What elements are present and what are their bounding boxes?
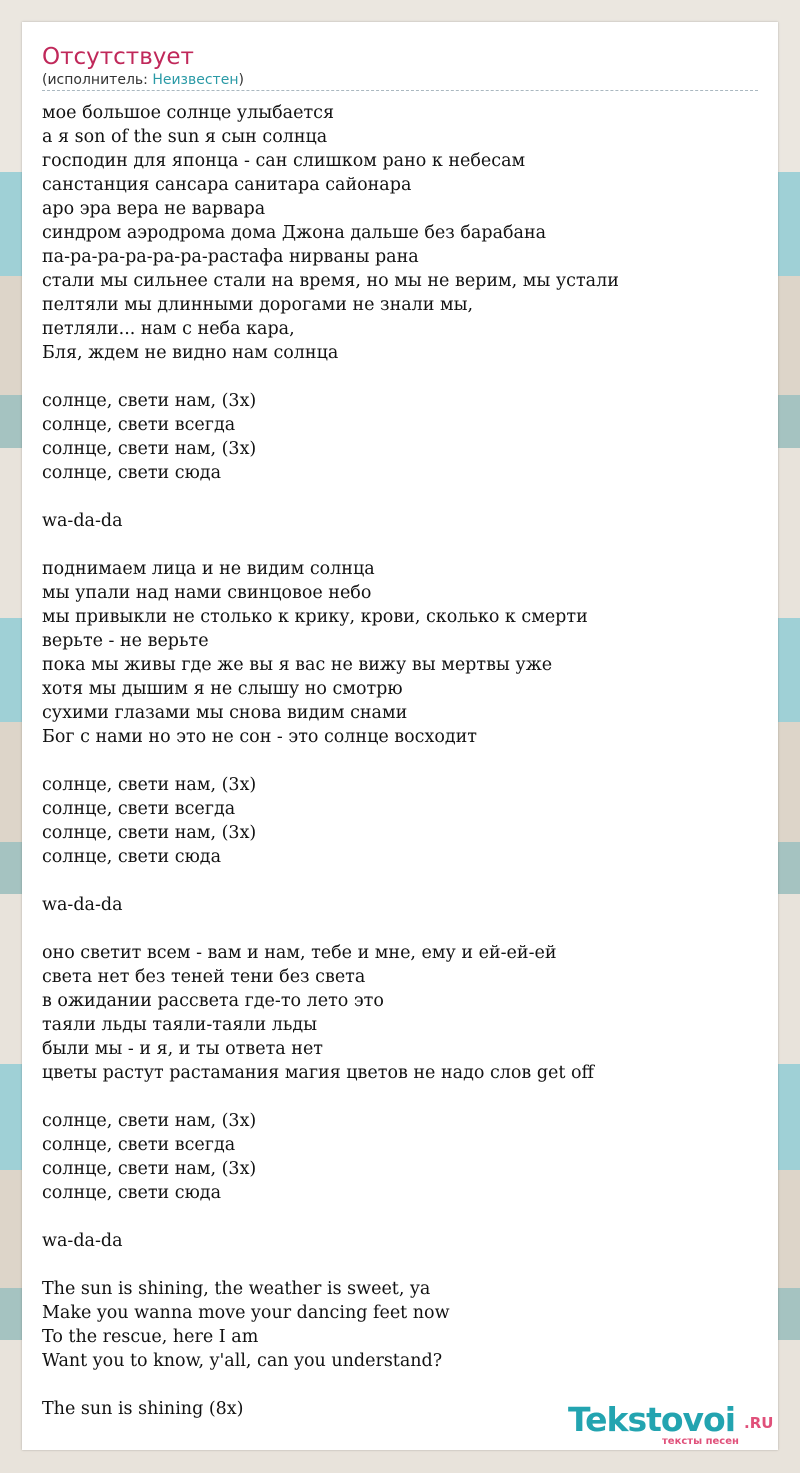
lyric-line: солнце, свети сюда (42, 463, 222, 483)
lyric-line: солнце, свети всегда (42, 1135, 236, 1155)
lyric-line: таяли льды таяли-таяли льды (42, 1015, 318, 1035)
lyric-line: синдром аэродрома дома Джона дальше без барабана (42, 223, 547, 243)
title-divider (42, 90, 758, 91)
lyric-line: санстанция сансара санитара сайонара (42, 175, 412, 195)
lyric-line: оно светит всем - вам и нам, тебе и мне, ему и ей-ей-ей (42, 943, 557, 963)
lyric-line: wa-da-da (42, 895, 123, 915)
lyric-line (42, 1085, 762, 1109)
artist-line (42, 71, 244, 89)
lyric-line: Бог с нами но это не сон - это солнце восходит (42, 727, 477, 747)
lyric-line: солнце, свети нам, (3x) (42, 1111, 257, 1131)
lyric-line: wa-da-da (42, 1231, 123, 1251)
lyric-line: мы упали над нами свинцовое небо (42, 583, 372, 603)
lyric-line: аро эра вера не варвара (42, 199, 266, 219)
lyric-line (42, 365, 762, 389)
lyric-line: Бля, ждем не видно нам солнца (42, 343, 339, 363)
lyric-line: сухими глазами мы снова видим снами (42, 703, 408, 723)
lyric-line (42, 1373, 762, 1397)
lyric-line: па-ра-ра-ра-ра-ра-растафа нирваны рана (42, 247, 419, 267)
artist-prefix: (исполнитель: (42, 72, 153, 88)
lyric-line: мое большое солнце улыбается (42, 103, 334, 123)
lyric-line (42, 485, 762, 509)
logo-brand: Tekstovoi (568, 1400, 736, 1439)
lyric-line (42, 1205, 762, 1229)
lyric-line: солнце, свети всегда (42, 415, 236, 435)
lyric-line (42, 1253, 762, 1277)
artist-suffix: ) (238, 72, 244, 88)
lyric-line: солнце, свети нам, (3x) (42, 823, 257, 843)
lyric-line: господин для японца - сан слишком рано к небесам (42, 151, 526, 171)
site-logo[interactable] (568, 1400, 778, 1450)
lyric-line: солнце, свети сюда (42, 847, 222, 867)
lyric-line: цветы растут растамания магия цветов не надо слов get off (42, 1063, 594, 1083)
lyric-line: солнце, свети всегда (42, 799, 236, 819)
lyric-line: верьте - не верьте (42, 631, 209, 651)
lyric-line: To the rescue, here I am (42, 1327, 259, 1347)
logo-tld: .RU (744, 1414, 774, 1432)
lyric-line (42, 533, 762, 557)
lyric-line: солнце, свети нам, (3x) (42, 1159, 257, 1179)
lyrics-text (42, 101, 762, 1421)
lyric-line: стали мы сильнее стали на время, но мы не верим, мы устали (42, 271, 619, 291)
lyric-line (42, 749, 762, 773)
lyric-line: хотя мы дышим я не слышу но смотрю (42, 679, 403, 699)
lyric-line: были мы - и я, и ты ответа нет (42, 1039, 323, 1059)
lyric-line: пока мы живы где же вы я вас не вижу вы мертвы уже (42, 655, 553, 675)
song-title: Отсутствует (42, 44, 194, 70)
lyric-line: петляли... нам с неба кара, (42, 319, 295, 339)
lyric-line: пелтяли мы длинными дорогами не знали мы, (42, 295, 474, 315)
lyric-line: света нет без теней тени без света (42, 967, 366, 987)
lyric-line: солнце, свети нам, (3x) (42, 439, 257, 459)
lyric-line: в ожидании рассвета где-то лето это (42, 991, 384, 1011)
lyric-line: Make you wanna move your dancing feet now (42, 1303, 450, 1323)
lyric-line: а я son of the sun я сын солнца (42, 127, 328, 147)
artist-link[interactable]: Неизвестен (152, 72, 239, 88)
lyric-line: солнце, свети нам, (3x) (42, 775, 257, 795)
lyric-line: The sun is shining (8x) (42, 1399, 244, 1419)
lyric-line: мы привыкли не столько к крику, крови, сколько к смерти (42, 607, 588, 627)
lyrics-card (22, 22, 778, 1450)
lyric-line: wa-da-da (42, 511, 123, 531)
lyric-line: солнце, свети сюда (42, 1183, 222, 1203)
logo-tagline: тексты песен (662, 1436, 739, 1447)
lyric-line: поднимаем лица и не видим солнца (42, 559, 375, 579)
lyric-line (42, 917, 762, 941)
lyric-line: Want you to know, y'all, can you understand? (42, 1351, 443, 1371)
lyric-line (42, 869, 762, 893)
lyric-line: солнце, свети нам, (3x) (42, 391, 257, 411)
lyric-line: The sun is shining, the weather is sweet, ya (42, 1279, 431, 1299)
